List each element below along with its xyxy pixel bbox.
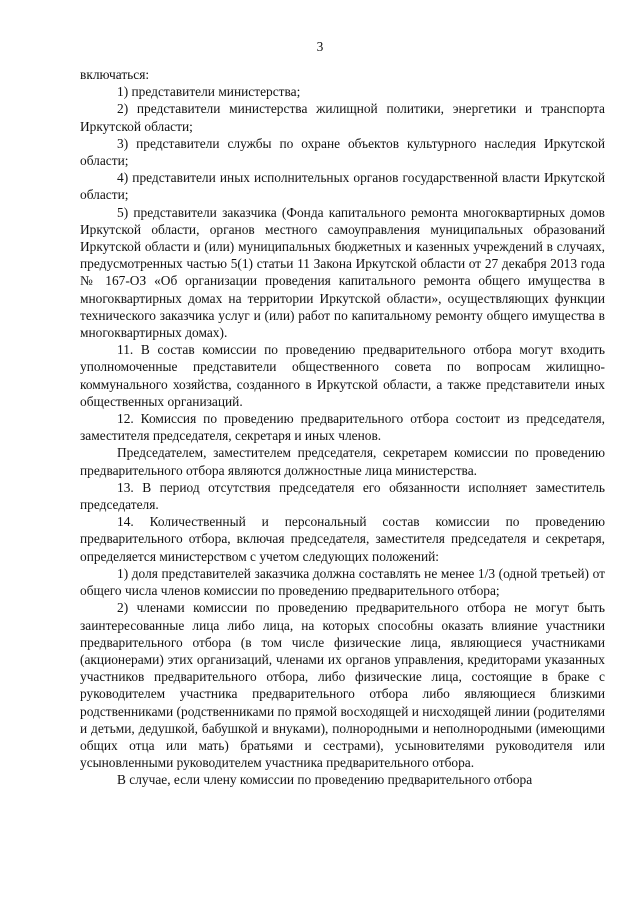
page-number: 3 (316, 39, 324, 54)
document-body (80, 66, 605, 789)
list-item-5: 5) представители заказчика (Фонда капитального ремонта многоквартирных домов Иркутской области, органов местного самоуправления муниципальных образований Иркутской области и (или) муниципальных бюджетных и казенных учреждений в случаях, предусмотренных частью 5(1) статьи 11 Закона Иркутской области от 27 декабря 2013 года № 167-ОЗ «Об организации проведения капитального ремонта общего имущества в многоквартирных домах на территории Иркутской области», осуществляющих функции технического заказчика услуг и (или) работ по капитальному ремонту общего имущества в многоквартирных домах). (80, 204, 605, 341)
paragraph-continuation: включаться: (80, 67, 150, 82)
list-item-1: 1) представители министерства; (117, 84, 301, 100)
list-item-2: 2) представители министерства жилищной политики, энергетики и транспорта Иркутской области; (80, 101, 605, 134)
list-item-3: 3) представители службы по охране объектов культурного наследия Иркутской области; (80, 135, 605, 169)
clause-11: 11. В состав комиссии по проведению предварительного отбора могут входить уполномоченные представители общественного совета по вопросам жилищно-коммунального хозяйства, созданного в Иркутской области, а также представители иных общественных организаций. (80, 342, 605, 409)
clause-12: 12. Комиссия по проведению предварительного отбора состоит из председателя, заместителя председателя, секретаря и иных членов. (80, 411, 605, 444)
clause-12-paragraph-2: Председателем, заместителем председателя, секретарем комиссии по проведению предварительного отбора являются должностные лица министерства. (80, 445, 605, 478)
clause-13: 13. В период отсутствия председателя его обязанности исполняет заместитель председателя. (80, 479, 605, 513)
list-item-4: 4) представители иных исполнительных органов государственной власти Иркутской области; (80, 170, 605, 203)
clause-14-item-2: 2) членами комиссии по проведению предварительного отбора не могут быть заинтересованные лица либо лица, на которых способны оказать влияние участники предварительного отбора (в том числе физические лица, являющиеся участниками (акционерами) этих организаций, членами их органов управления, кредиторами указанных участников предварительного отбора, либо физические лица, состоящие в браке с руководителем участника предварительного отбора либо являющиеся близкими родственниками (родственниками по прямой восходящей и нисходящей линии (родителями и детьми, дедушкой, бабушкой и внуками), полнородными и неполнородными (имеющими общих отца или мать) братьями и сестрами), усыновителями руководителя или усыновленными руководителем участника предварительного отбора. (80, 600, 605, 771)
paragraph-final: В случае, если члену комиссии по проведению предварительного отбора (117, 772, 533, 788)
clause-14-item-1: 1) доля представителей заказчика должна составлять не менее 1/3 (одной третьей) от общего числа членов комиссии по проведению предварительного отбора; (80, 565, 605, 599)
clause-14: 14. Количественный и персональный состав комиссии по проведению предварительного отбора, включая председателя, заместителя председателя и секретаря, определяется министерством с учетом следующих положений: (80, 514, 605, 564)
